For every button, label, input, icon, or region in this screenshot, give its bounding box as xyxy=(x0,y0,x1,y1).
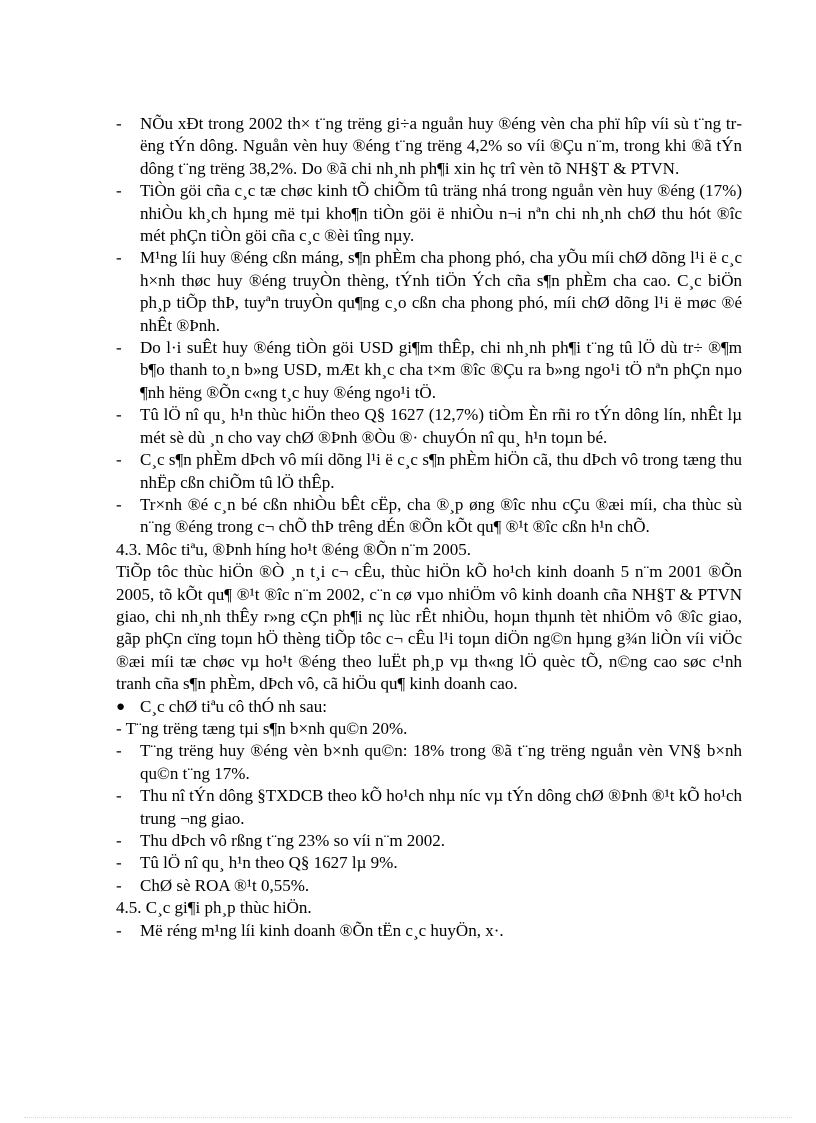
dash-marker: - xyxy=(116,920,122,940)
dash-marker: - xyxy=(116,494,122,514)
list-item xyxy=(116,875,742,897)
list-item xyxy=(116,404,742,449)
list-item-text: C¸c s¶n phÈm dÞch vô míi dõng l¹i ë c¸c s¶n phÈm hiÖn cã, thu dÞch vô trong tæng thu nhËp cßn chiÕm tû lÖ thÊp. xyxy=(140,450,742,492)
list-item-text: TiÒn göi cña c¸c tæ chøc kinh tÕ chiÕm tû träng nhá trong nguån vèn huy ®éng (17%) nhiÒu kh¸ch hµng më tµi kho¶n tiÒn göi ë nhiÒu n¬i nªn chi nh¸nh chØ thu hót ®îc mét phÇn tiÒn göi cña c¸c ®èi tîng nµy. xyxy=(140,181,742,246)
dash-marker: - xyxy=(116,114,122,133)
section-heading: 4.3. Môc tiªu, ®Þnh híng ho¹t ®éng ®Õn n¨m 2005. xyxy=(116,539,471,559)
list-item xyxy=(116,920,742,942)
page-bottom-divider xyxy=(24,1117,792,1118)
list-item-text: Thu nî tÝn dông §TXDCB theo kÕ ho¹ch nhµ níc vµ tÝn dông chØ ®Þnh ®¹t kÕ ho¹ch trung ¬ng giao. xyxy=(140,786,742,828)
dash-marker: - xyxy=(116,741,122,761)
body-line: - T¨ng trëng tæng tµi s¶n b×nh qu©n 20%. xyxy=(116,718,408,738)
bullet-marker: ● xyxy=(116,698,126,715)
list-item-text: M¹ng líi huy ®éng cßn máng, s¶n phÈm cha phong phó, cha yÕu míi chØ dõng l¹i ë c¸c h×nh thøc huy ®éng truyÒn thèng, tÝnh tiÖn Ých cña s¶n phÈm cha cao. C¸c biÖn ph¸p tiÕp thÞ, tuyªn truyÒn qu¶ng c¸o cßn cha phong phó, míi chØ dõng l¹i ë møc ®é nhÊt ®Þnh. xyxy=(140,248,742,335)
list-item-text: Tû lÖ nî qu¸ h¹n thùc hiÖn theo Q§ 1627 (12,7%) tiÒm Èn rñi ro tÝn dông lín, nhÊt lµ mét sè dù ¸n cho vay chØ ®Þnh ®Òu ®· chuyÓn nî qu¸ h¹n toµn bé. xyxy=(140,405,742,447)
list-item-text: Do l·i suÊt huy ®éng tiÒn göi USD gi¶m thÊp, chi nh¸nh ph¶i t¨ng tû lÖ dù tr÷ ®¶m b¶o thanh to¸n b»ng USD, mÆt kh¸c cha t×m ®îc ®Çu ra b»ng ngo¹i tÖ nªn phÇn nµo ¶nh hëng ®Õn c«ng t¸c huy ®éng ngo¹i tÖ. xyxy=(140,338,742,402)
dash-marker: - xyxy=(116,450,122,470)
dash-marker: - xyxy=(116,875,122,895)
list-item xyxy=(116,830,742,852)
list-item-text: NÕu xÐt trong 2002 th× t¨ng trëng gi÷a nguån huy ®éng vèn cha phï hîp víi sù t¨ng trëng tÝn dông. Nguån vèn huy ®éng t¨ng trëng 4,2% so víi ®Çu n¨m, trong khi ®ã tÝn dông t¨ng trëng 38,2%. Do ®ã chi nh¸nh ph¶i xin hç trî vèn tõ NH§T & PTVN. xyxy=(140,114,742,178)
dash-marker: - xyxy=(116,181,122,201)
list-item-text: ChØ sè ROA ®¹t 0,55%. xyxy=(140,875,310,895)
list-item-text: T¨ng trëng huy ®éng vèn b×nh qu©n: 18% trong ®ã t¨ng trëng nguån vèn VN§ b×nh qu©n t¨ng 17%. xyxy=(140,741,742,783)
dash-marker: - xyxy=(116,248,122,268)
list-item xyxy=(116,180,742,247)
list-item xyxy=(116,113,742,180)
section-heading: 4.5. C¸c gi¶i ph¸p thùc hiÖn. xyxy=(116,898,312,918)
list-item xyxy=(116,740,742,785)
dash-marker: - xyxy=(116,831,122,850)
list-item-text: Tû lÖ nî qu¸ h¹n theo Q§ 1627 lµ 9%. xyxy=(140,853,398,873)
list-item xyxy=(116,337,742,404)
dash-marker: - xyxy=(116,405,122,425)
document-body xyxy=(116,113,742,942)
list-item xyxy=(116,247,742,337)
dash-marker: - xyxy=(116,786,122,806)
list-item xyxy=(116,494,742,539)
list-item xyxy=(116,449,742,494)
list-item-text: Më réng m¹ng líi kinh doanh ®Õn tËn c¸c huyÖn, x·. xyxy=(140,920,504,940)
list-item xyxy=(116,852,742,874)
dash-marker: - xyxy=(116,338,122,358)
list-item-text: Thu dÞch vô rßng t¨ng 23% so víi n¨m 2002. xyxy=(140,831,446,850)
dash-marker: - xyxy=(116,853,122,873)
list-item xyxy=(116,785,742,830)
bullet-item xyxy=(116,696,742,718)
list-item-text: Tr×nh ®é c¸n bé cßn nhiÒu bÊt cËp, cha ®¸p øng ®îc nhu cÇu ®æi míi, cha thùc sù n¨ng ®éng trong c¬ chÕ thÞ trêng dÉn ®Õn kÕt qu¶ ®¹t ®îc cßn h¹n chÕ. xyxy=(140,494,742,537)
bullet-item-text: C¸c chØ tiªu cô thÓ nh sau: xyxy=(140,696,327,716)
body-paragraph: TiÕp tôc thùc hiÖn ®Ò ¸n t¸i c¬ cÊu, thùc hiÖn kÕ ho¹ch kinh doanh 5 n¨m 2001 ®Õn 2005, tõ kÕt qu¶ ®¹t ®îc n¨m 2002, c¨n cø vµo nhiÖm vô kinh doanh cña NH§T & PTVN giao, chi nh¸nh thÊy r»ng cÇn ph¶i nç lùc rÊt nhiÒu, hoµn thµnh tèt nhiÖm vô ®îc giao, gãp phÇn cïng toµn hÖ thèng tiÕp tôc c¬ cÊu l¹i toµn diÖn ng©n hµng g¾n liÒn víi viÖc ®æi míi tæ chøc vµ ho¹t ®éng theo luËt ph¸p vµ th«ng lÖ quèc tÕ, n©ng cao søc c¹nh tranh cña s¶n phÈm, dÞch vô, cã hiÖu qu¶ kinh doanh cao. xyxy=(116,562,742,694)
